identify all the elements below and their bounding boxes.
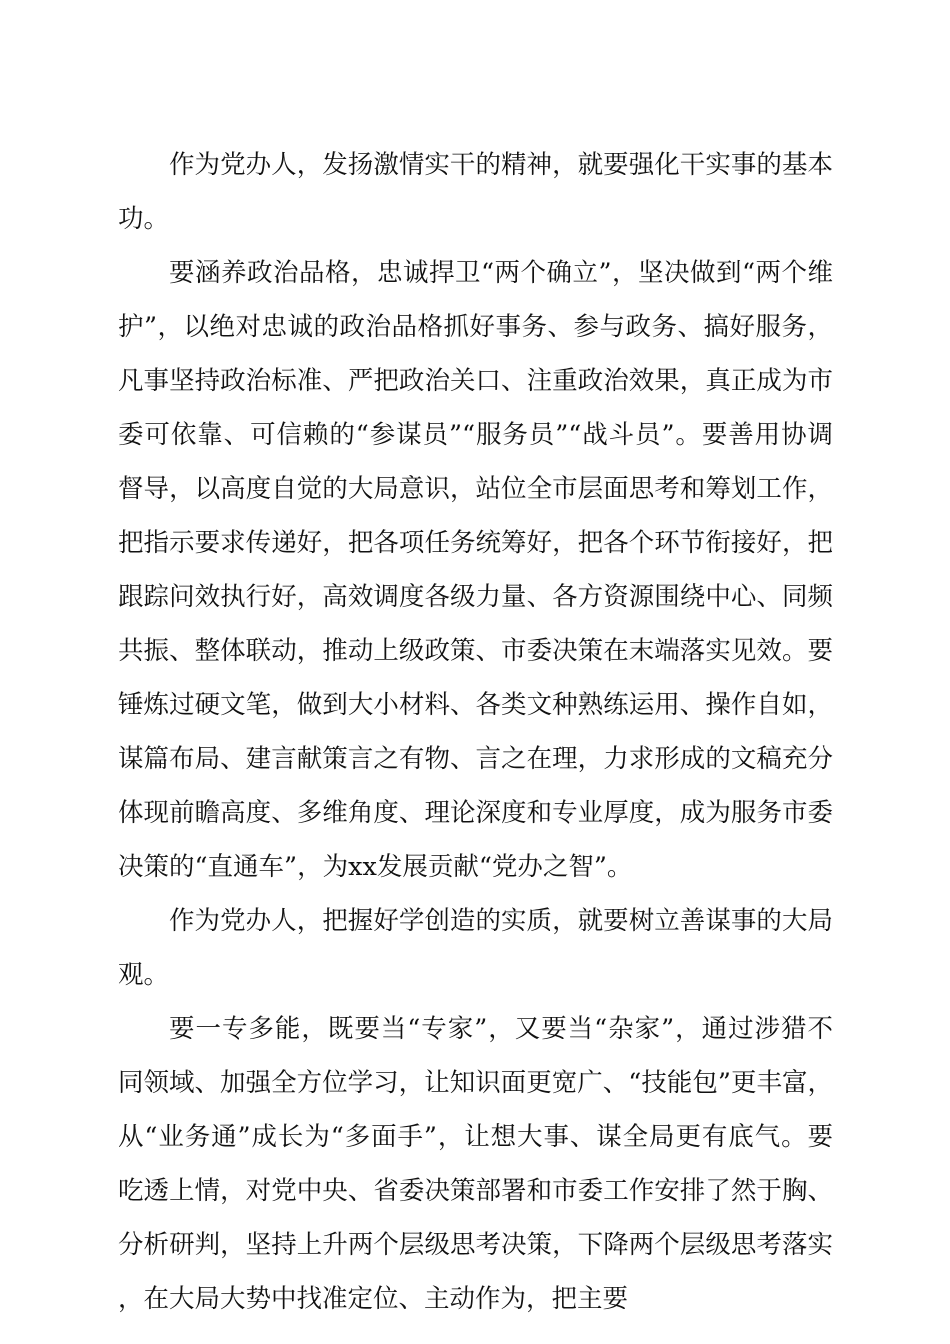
paragraph-4: 要一专多能，既要当“专家”，又要当“杂家”，通过涉猎不同领域、加强全方位学习，让知识面更宽广、“技能包”更丰富，从“业务通”成长为“多面手”，让想大事、谋全局更有底气。要吃透上情，对党中央、省委决策部署和市委工作安排了然于胸、分析研判，坚持上升两个层级思考决策，下降两个层级思考落实，在大局大势中找准定位、主动作为，把主要	[118, 1014, 833, 1314]
paragraph-1: 作为党办人，发扬激情实干的精神，就要强化干实事的基本功。	[118, 150, 833, 234]
paragraph-2: 要涵养政治品格，忠诚捍卫“两个确立”，坚决做到“两个维护”，以绝对忠诚的政治品格抓好事务、参与政务、搞好服务，凡事坚持政治标准、严把政治关口、注重政治效果，真正成为市委可依靠、可信赖的“参谋员”“服务员”“战斗员”。要善用协调督导，以高度自觉的大局意识，站位全市层面思考和筹划工作，把指示要求传递好，把各项任务统筹好，把各个环节衔接好，把跟踪问效执行好，高效调度各级力量、各方资源围绕中心、同频共振、整体联动，推动上级政策、市委决策在末端落实见效。要锤炼过硬文笔，做到大小材料、各类文种熟练运用、操作自如，谋篇布局、建言献策言之有物、言之在理，力求形成的文稿充分体现前瞻高度、多维角度、理论深度和专业厚度，成为服务市委决策的“直通车”，为xx发展贡献“党办之智”。	[118, 258, 833, 882]
paragraph-3: 作为党办人，把握好学创造的实质，就要树立善谋事的大局观。	[118, 906, 833, 990]
document-body	[118, 138, 833, 1326]
